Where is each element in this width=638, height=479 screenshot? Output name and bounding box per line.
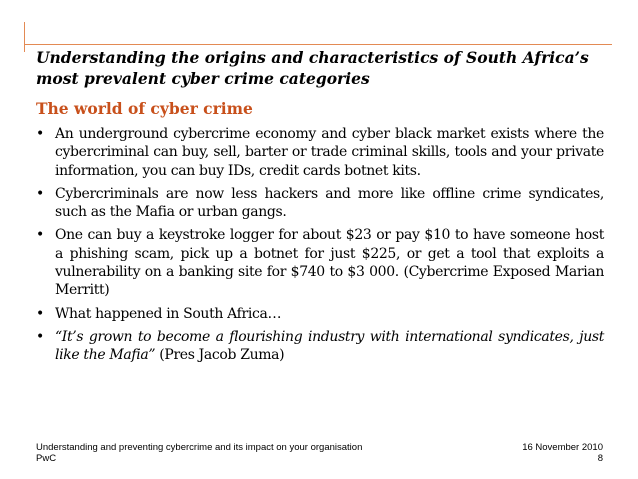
- bullet-marker: •: [36, 185, 44, 202]
- bullet-marker: •: [36, 227, 44, 244]
- bullet-text: Cybercriminals are now less hackers and more like offline crime syndicates, such as the Mafia or urban gangs.: [55, 185, 604, 221]
- page-number: 8: [597, 453, 603, 464]
- accent-rule-vertical: [24, 22, 25, 52]
- accent-rule-horizontal: [24, 44, 612, 45]
- bullet-marker: •: [36, 305, 44, 322]
- footer-description: Understanding and preventing cybercrime and its impact on your organisation: [36, 442, 363, 453]
- slide-title: Understanding the origins and characteristics of South Africa’s most prevalent cyber crime categories: [36, 48, 589, 88]
- bullet-marker: •: [36, 328, 44, 345]
- bullet-list: [36, 125, 604, 370]
- bullet-text: An underground cybercrime economy and cyber black market exists where the cybercriminal can buy, sell, barter or trade criminal skills, tools and your private information, you can buy IDs, credit cards botnet kits.: [55, 126, 604, 179]
- bullet-item-quote: [36, 328, 604, 365]
- slide-subtitle: The world of cyber crime: [36, 99, 253, 118]
- footer-right: [522, 442, 603, 464]
- bullet-item: [36, 185, 604, 222]
- bullet-item: [36, 305, 604, 323]
- bullet-item: [36, 226, 604, 299]
- bullet-text: What happened in South Africa…: [55, 305, 282, 322]
- bullet-text: One can buy a keystroke logger for about $23 or pay $10 to have someone host a phishing scam, pick up a botnet for just $225, or get a tool that exploits a vulnerability on a banking site for $740 to $3 000. (Cybercrime Exposed Marian Merritt): [55, 227, 604, 299]
- footer-company: PwC: [36, 453, 57, 464]
- bullet-marker: •: [36, 126, 44, 142]
- footer-date: 16 November 2010: [522, 442, 603, 453]
- bullet-item: [36, 125, 604, 180]
- footer-left: [36, 442, 362, 464]
- quote-attribution: (Pres Jacob Zuma): [155, 347, 285, 364]
- quote-text: “It’s grown to become a flourishing industry with international syndicates, just like the Mafia”: [55, 328, 604, 364]
